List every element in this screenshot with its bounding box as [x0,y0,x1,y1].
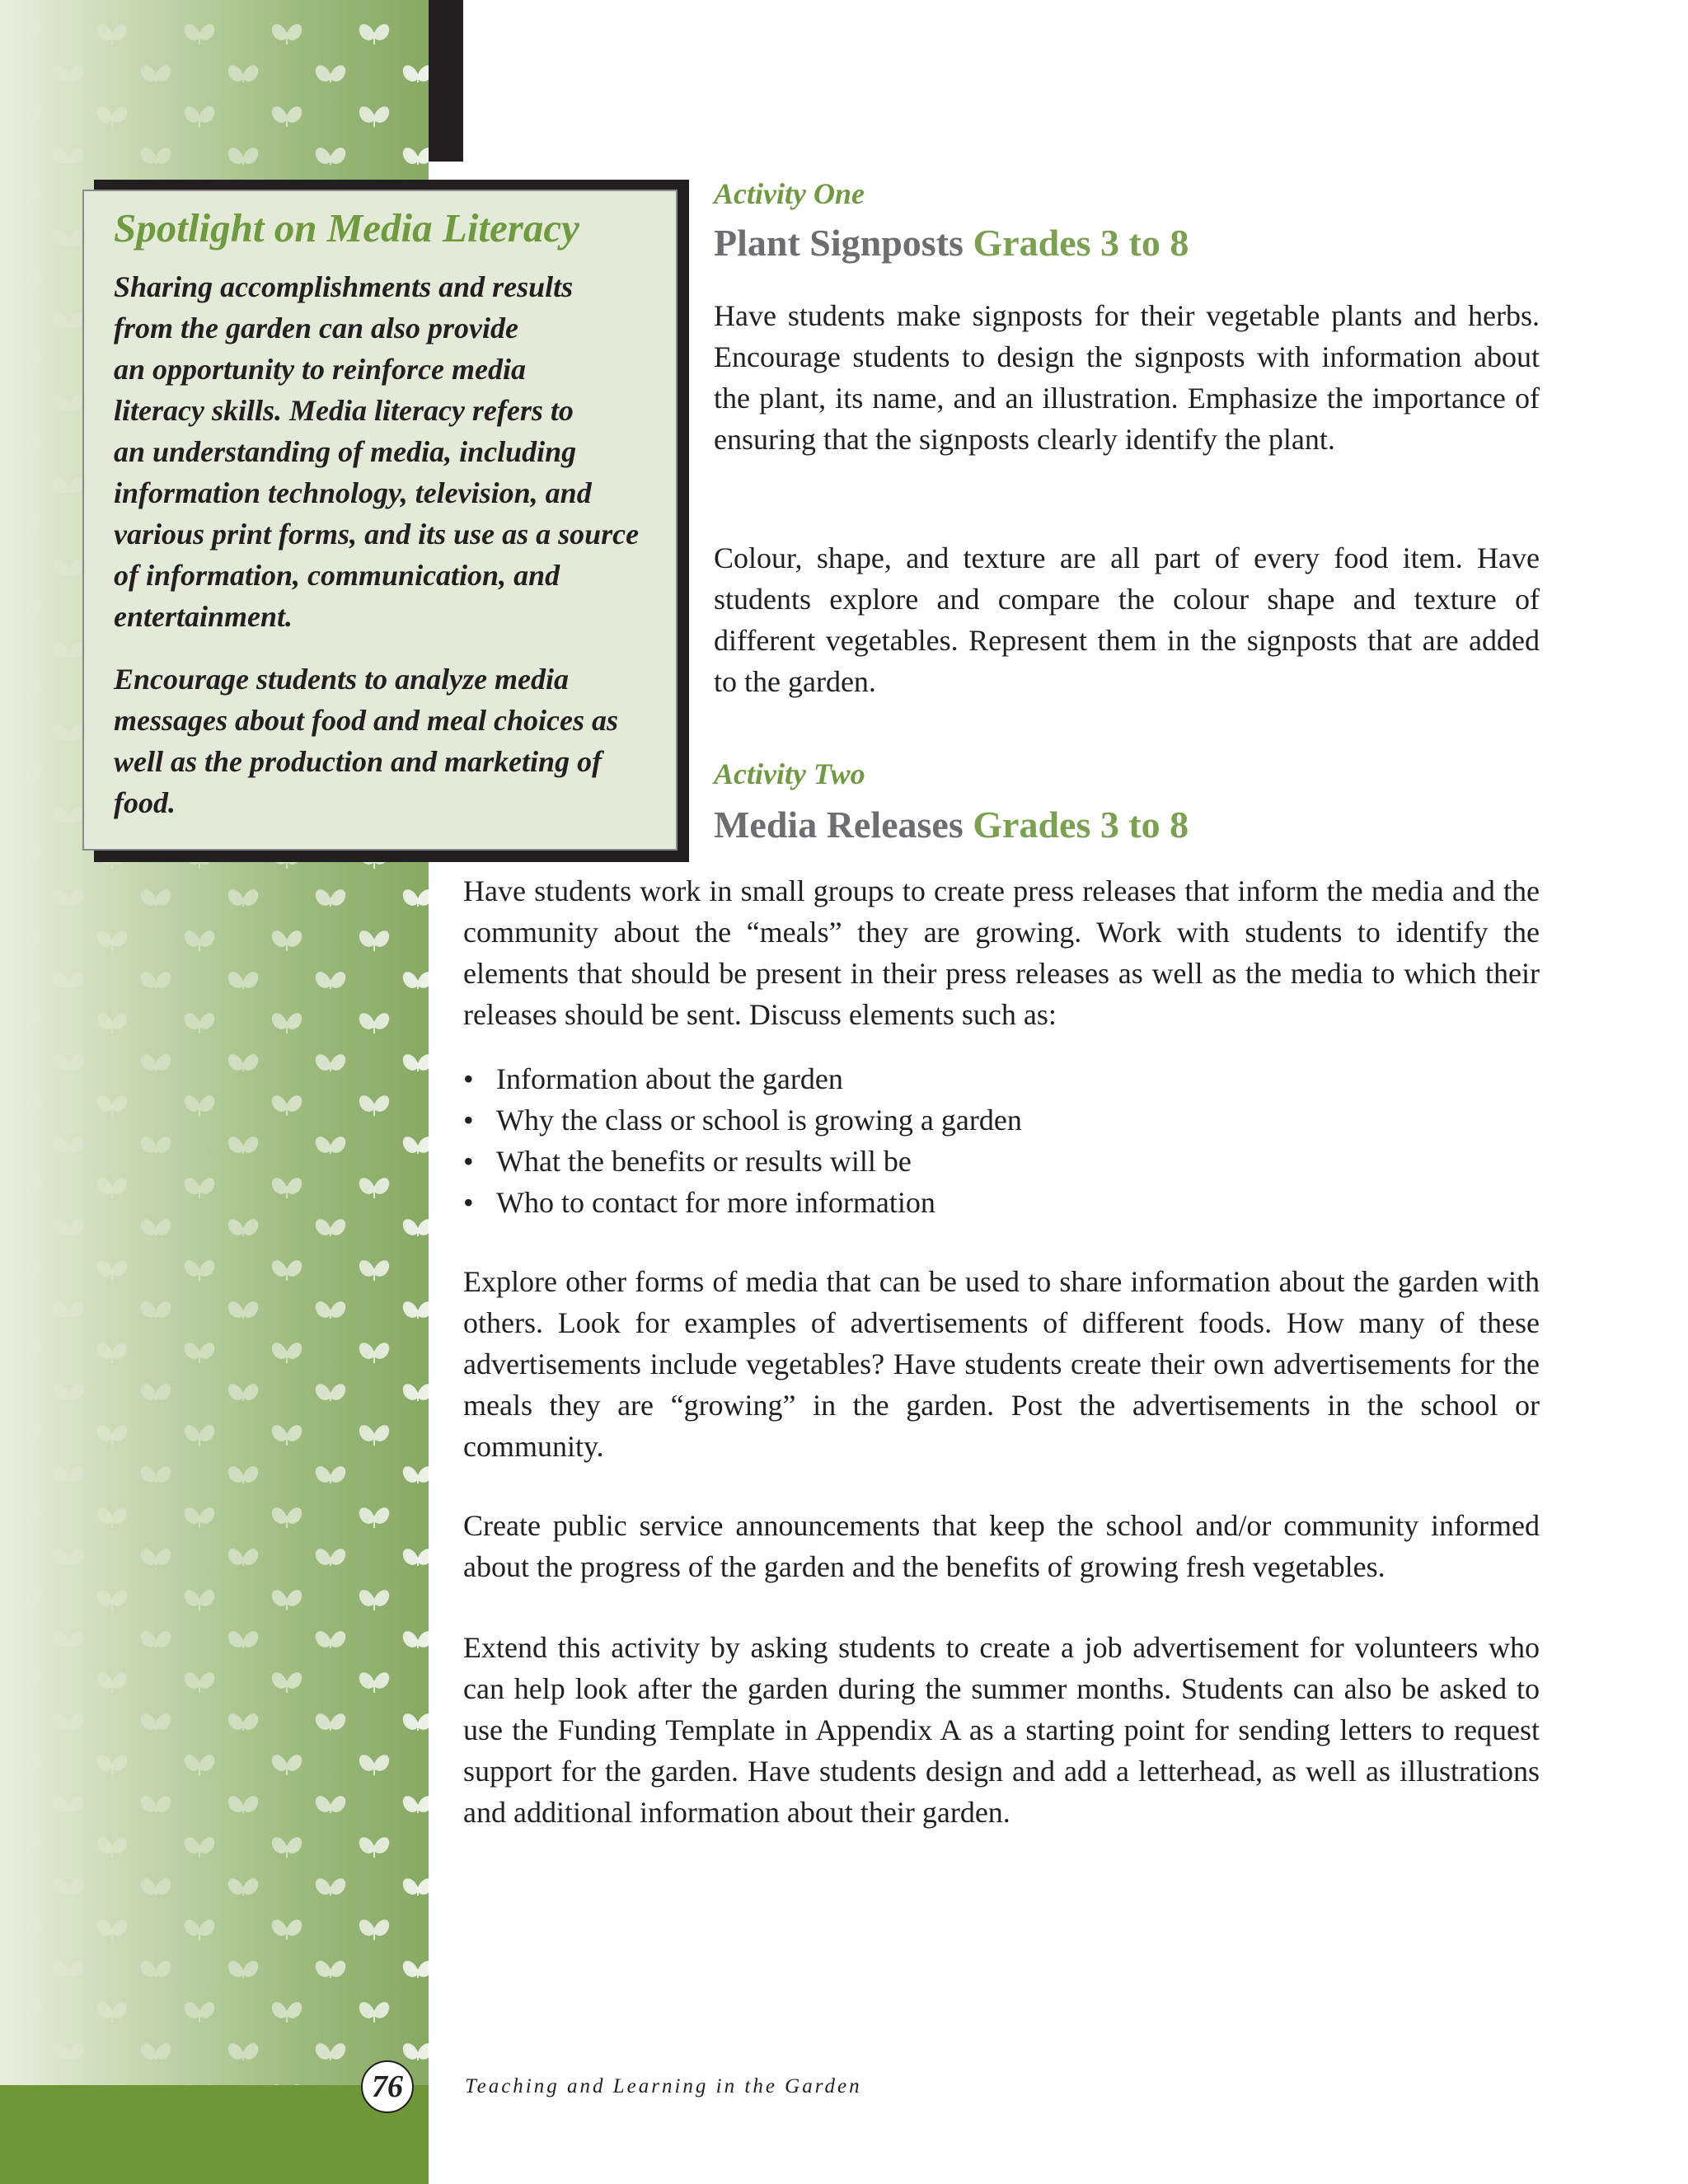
bullet-icon: • [463,1186,474,1219]
activity-two-intro: Have students work in small groups to create press releases that inform the media and the community about the “meals” they are growing. Work with students to identify the elements that should be present in their press releases as well as the media to which their releases should be sent. Discuss elements such as: [463,874,1540,1031]
activity-one-title: Plant Signposts [714,222,964,264]
spotlight-paragraph [114,266,658,637]
activity-one-heading [714,221,1189,265]
spotlight-line: information technology, television, and [114,476,592,510]
list-item [463,1141,1022,1182]
bullet-icon: • [463,1145,474,1178]
spotlight-line: Sharing accomplishments and results [114,270,574,304]
activity-two-title: Media Releases [714,804,964,846]
activity-one-paragraph: Have students make signposts for their vegetable plants and herbs. Encourage students to design the signposts with information about the plant, its name, and an illustration. Emphasize the importance of ensuring that the signposts clearly identify the plant. [714,299,1540,456]
activity-two-grades: Grades 3 to 8 [973,804,1189,846]
list-item-text: What the benefits or results will be [496,1145,912,1178]
elements-list [463,1058,1022,1223]
list-item-text: Who to contact for more information [496,1186,935,1219]
footer-title: Teaching and Learning in the Garden [465,2075,862,2097]
list-item [463,1099,1022,1141]
spotlight-line: various print forms, and its use as a source [114,518,640,551]
spotlight-line: an understanding of media, including [114,435,577,469]
activity-one-grades: Grades 3 to 8 [973,222,1189,264]
activity-one-paragraph: Colour, shape, and texture are all part of every food item. Have students explore and compare the colour shape and texture of different vegetables. Represent them in the signposts that are added to the garden. [714,541,1540,698]
activity-one-label: Activity One [714,177,865,210]
page-number: 76 [361,2060,414,2113]
list-item [463,1058,1022,1099]
spotlight-line: from the garden can also provide [114,312,518,345]
spotlight-sidebar [82,190,678,851]
header-dark-tab [429,0,463,162]
spotlight-line: well as the production and marketing of [114,745,603,779]
spotlight-line: messages about food and meal choices as [114,704,618,738]
activity-two-paragraph: Explore other forms of media that can be used to share information about the garden with others. Look for examples of advertisements of different foods. How many of these advertisements include vegetables? Have students create their own advertisements for the meals they are “growing” in the garden. Post the advertisements in the school or community. [463,1265,1540,1463]
spotlight-line: entertainment. [114,600,293,634]
list-item [463,1182,1022,1223]
spotlight-line: food. [114,786,176,820]
spotlight-line: an opportunity to reinforce media [114,353,527,387]
spotlight-line: of information, communication, and [114,559,560,593]
bullet-icon: • [463,1062,474,1095]
spotlight-paragraph [114,658,658,823]
activity-two-paragraph: Create public service announcements that keep the school and/or community informed about the progress of the garden and the benefits of growing fresh vegetables. [463,1509,1540,1583]
activity-two-paragraph: Extend this activity by asking students to create a job advertisement for volunteers who can help look after the garden during the summer months. Students can also be asked to use the Funding Template in Appendix A as a starting point for sending letters to request support for the garden. Have students design and add a letterhead, as well as illustrations and additional information about their garden. [463,1631,1540,1829]
activity-two-label: Activity Two [714,757,865,790]
bullet-icon: • [463,1104,474,1137]
activity-two-heading [714,803,1189,846]
list-item-text: Information about the garden [496,1062,843,1095]
spotlight-line: Encourage students to analyze media [114,663,570,696]
spotlight-title: Spotlight on Media Literacy [114,205,579,251]
spotlight-line: literacy skills. Media literacy refers to [114,394,574,428]
list-item-text: Why the class or school is growing a garden [496,1104,1022,1137]
